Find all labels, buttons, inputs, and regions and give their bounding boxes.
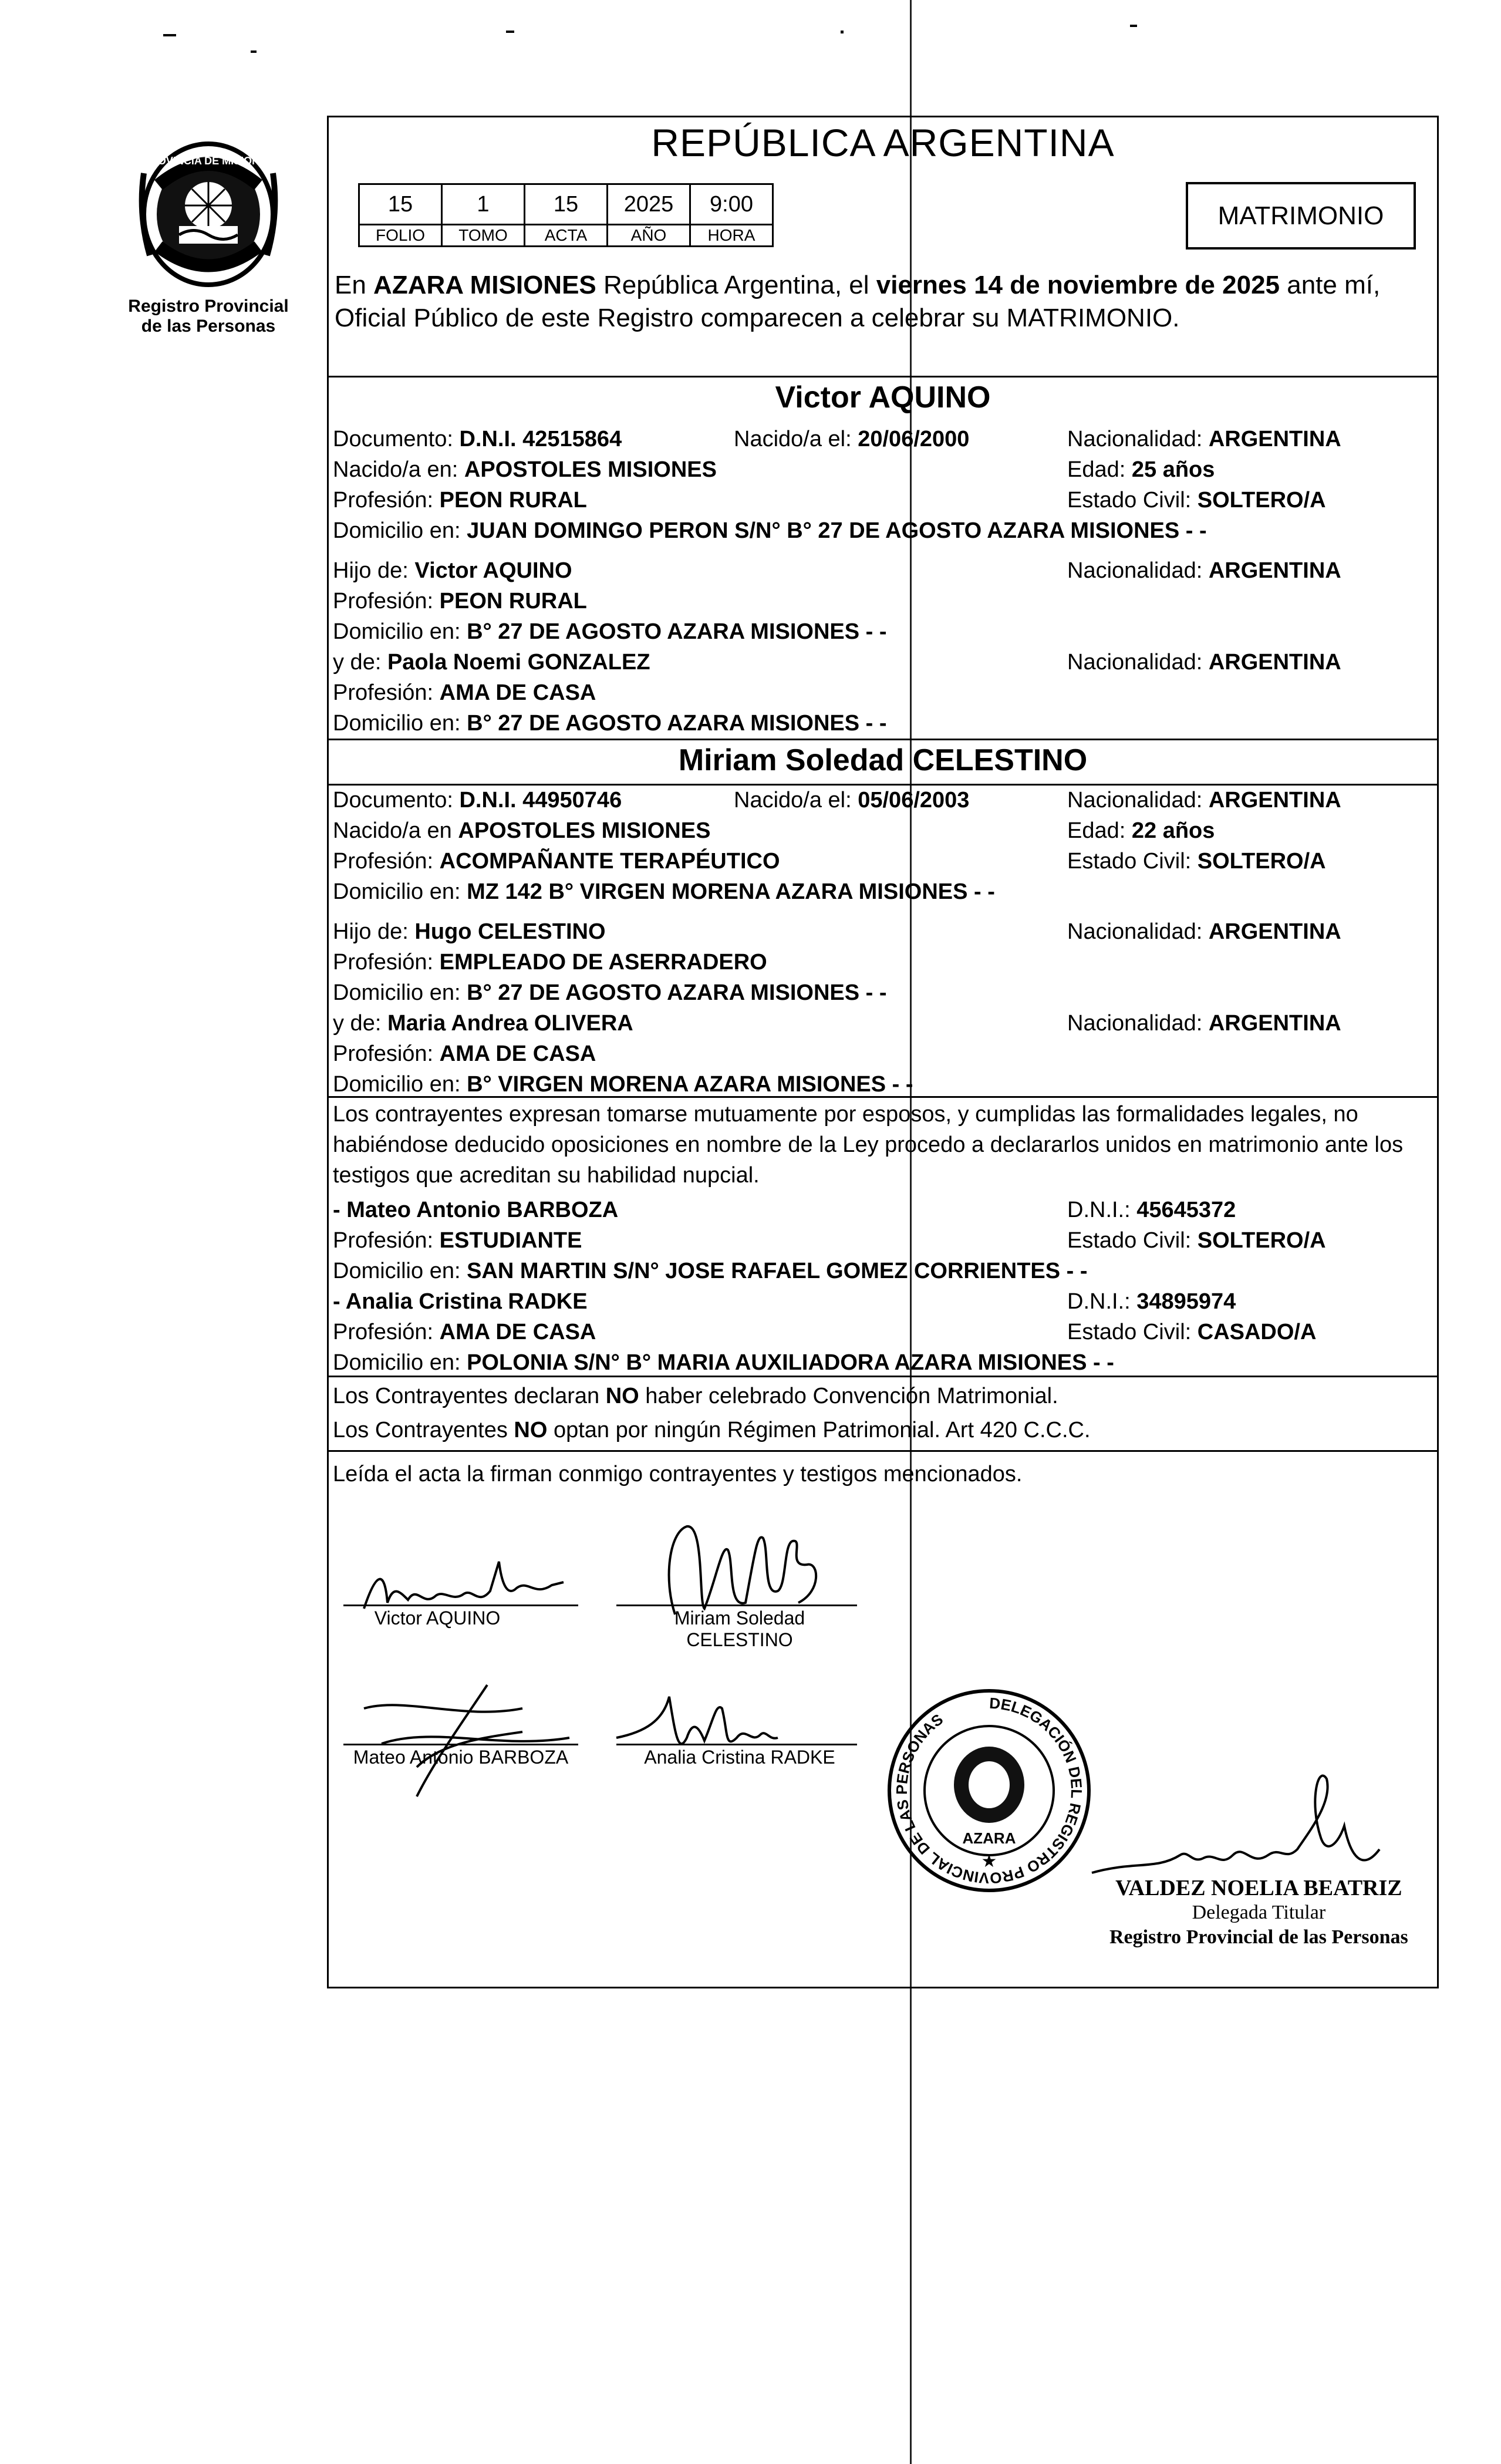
field-label: Profesión:	[333, 589, 440, 614]
record-table	[358, 183, 774, 247]
field-label: Documento:	[333, 788, 460, 813]
field-value: B° VIRGEN MORENA AZARA MISIONES - -	[467, 1072, 913, 1097]
field-value: B° 27 DE AGOSTO AZARA MISIONES - -	[467, 619, 887, 644]
regime-text: haber celebrado Convención Matrimonial.	[639, 1384, 1058, 1408]
bride-father-address	[333, 979, 887, 1006]
bride-signature-label-2: CELESTINO	[686, 1629, 793, 1650]
field-value: 45645372	[1136, 1198, 1236, 1222]
bride-birthplace	[333, 817, 710, 844]
ano-value: 2025	[608, 184, 690, 225]
field-label: Nacionalidad:	[1067, 558, 1209, 583]
field-label: Profesión:	[333, 1041, 440, 1066]
field-value: 25 años	[1131, 457, 1215, 482]
official-office: Registro Provincial de las Personas	[1109, 1926, 1408, 1948]
witness2-signature-line	[616, 1744, 857, 1745]
groom-document	[333, 426, 622, 453]
field-label: Edad:	[1067, 818, 1132, 843]
hora-label: HORA	[690, 225, 773, 247]
act-type-box: MATRIMONIO	[1186, 182, 1416, 250]
field-label: Profesión:	[333, 1320, 440, 1344]
field-label: Profesión:	[333, 950, 440, 975]
field-value: ARGENTINA	[1208, 558, 1341, 583]
groom-father	[333, 557, 572, 584]
field-value: SAN MARTIN S/N° JOSE RAFAEL GOMEZ CORRIENTES - -	[467, 1259, 1088, 1283]
field-label: Profesión:	[333, 680, 440, 705]
witness2-address	[333, 1349, 1114, 1376]
field-value: SOLTERO/A	[1197, 849, 1326, 874]
acta-label: ACTA	[525, 225, 608, 247]
bride-document	[333, 787, 622, 814]
field-label: Domicilio en:	[333, 879, 467, 904]
bride-father-nationality	[1067, 918, 1341, 945]
bride-father	[333, 918, 606, 945]
groom-mother-nationality	[1067, 649, 1341, 676]
field-value: ARGENTINA	[1208, 788, 1341, 813]
stamp-city: AZARA	[962, 1829, 1016, 1847]
field-label: Domicilio en:	[333, 619, 467, 644]
field-label: Hijo de:	[333, 558, 415, 583]
field-value: PEON RURAL	[439, 488, 587, 513]
field-label: Hijo de:	[333, 919, 415, 944]
official-name: VALDEZ NOELIA BEATRIZ	[1115, 1876, 1402, 1900]
registry-label-line2: de las Personas	[141, 316, 276, 336]
groom-mother-address	[333, 710, 887, 737]
field-value: POLONIA S/N° B° MARIA AUXILIADORA AZARA MISIONES - -	[467, 1350, 1114, 1375]
folio-value: 15	[359, 184, 442, 225]
field-value: B° 27 DE AGOSTO AZARA MISIONES - -	[467, 980, 887, 1005]
witness1-name: - Mateo Antonio BARBOZA	[333, 1198, 619, 1222]
groom-address	[333, 517, 1207, 544]
field-label: Domicilio en:	[333, 1259, 467, 1283]
bride-profession	[333, 848, 780, 875]
province-seal-logo	[132, 138, 285, 291]
regime-patrimonial	[333, 1417, 1091, 1444]
witness1-civil-status	[1067, 1227, 1326, 1254]
field-value: AMA DE CASA	[439, 1320, 596, 1344]
official-stamp-text	[1109, 1876, 1408, 1950]
field-label: D.N.I.:	[1067, 1198, 1137, 1222]
groom-nationality	[1067, 426, 1341, 453]
divider-bride-name	[327, 784, 1439, 786]
field-label: Nacido/a en	[333, 818, 458, 843]
groom-father-address	[333, 618, 887, 645]
groom-civil-status	[1067, 487, 1326, 514]
bride-name: Miriam Soledad CELESTINO	[678, 743, 1088, 777]
intro-text-3: ante mí, Oficial Público de este Registro comparecen a celebrar su MATRIMONIO.	[335, 271, 1381, 332]
field-value: Paola Noemi GONZALEZ	[387, 650, 650, 675]
stamp-ring-text-path: DELEGACIÓN DEL REGISTRO PROVINCIAL DE LAS PERSONAS	[892, 1694, 1086, 1887]
field-value: APOSTOLES MISIONES	[458, 818, 711, 843]
scan-speck	[506, 31, 514, 33]
bride-mother-nationality	[1067, 1010, 1341, 1037]
intro-paragraph	[335, 269, 1435, 335]
groom-mother-profession	[333, 679, 596, 706]
witness1-signature-label: Mateo Antonio BARBOZA	[353, 1747, 569, 1768]
field-value: 20/06/2000	[858, 427, 970, 451]
field-label: Estado Civil:	[1067, 849, 1198, 874]
field-value: SOLTERO/A	[1197, 1228, 1326, 1253]
field-value: 05/06/2003	[858, 788, 970, 813]
hora-value: 9:00	[690, 184, 773, 225]
bride-age	[1067, 817, 1215, 844]
field-value: ARGENTINA	[1208, 919, 1341, 944]
scan-speck	[251, 50, 257, 53]
field-value: Hugo CELESTINO	[414, 919, 606, 944]
witness1-address	[333, 1258, 1088, 1285]
field-label: Nacionalidad:	[1067, 919, 1209, 944]
witness2-dni	[1067, 1288, 1236, 1315]
declaration-paragraph: Los contrayentes expresan tomarse mutuamente por esposos, y cumplidas las formalidades legales, no habiéndose deducido oposiciones en nombre de la Ley procedo a declararlos unidos en matrimonio ante los testigos que acreditan su habilidad nupcial.	[333, 1102, 1404, 1188]
field-value: AMA DE CASA	[439, 680, 596, 705]
field-value: ARGENTINA	[1208, 427, 1341, 451]
field-label: Domicilio en:	[333, 1350, 467, 1375]
field-label: D.N.I.:	[1067, 1289, 1137, 1314]
field-value: SOLTERO/A	[1197, 488, 1326, 513]
bride-nationality	[1067, 787, 1341, 814]
scan-speck	[1130, 25, 1137, 27]
groom-father-profession	[333, 588, 587, 615]
field-value: 22 años	[1131, 818, 1215, 843]
field-label: Profesión:	[333, 849, 440, 874]
bride-signature-label	[622, 1607, 857, 1651]
regime-no: NO	[605, 1384, 639, 1408]
intro-place: AZARA MISIONES	[373, 271, 596, 299]
field-label: y de:	[333, 650, 387, 675]
field-value: EMPLEADO DE ASERRADERO	[439, 950, 767, 975]
bride-address	[333, 878, 995, 905]
bride-mother-profession	[333, 1040, 596, 1067]
groom-birthplace	[333, 456, 717, 483]
witness1-dni	[1067, 1196, 1236, 1223]
divider-after-regime	[327, 1450, 1439, 1452]
field-label: Estado Civil:	[1067, 1228, 1198, 1253]
divider-after-intro	[327, 376, 1439, 377]
field-value: ARGENTINA	[1208, 650, 1341, 675]
witness1-signature	[346, 1673, 581, 1802]
groom-birthdate	[734, 426, 969, 453]
tomo-label: TOMO	[442, 225, 525, 247]
regime-no: NO	[514, 1418, 548, 1442]
field-label: Domicilio en:	[333, 980, 467, 1005]
bride-mother	[333, 1010, 633, 1037]
field-value: ARGENTINA	[1208, 1011, 1341, 1036]
star-icon: ★	[981, 1852, 997, 1871]
bride-father-profession	[333, 949, 767, 976]
page-title: REPÚBLICA ARGENTINA	[651, 121, 1115, 164]
field-label: Edad:	[1067, 457, 1132, 482]
field-label: Domicilio en:	[333, 1072, 467, 1097]
witness2-profession	[333, 1319, 596, 1346]
field-value: D.N.I. 42515864	[459, 427, 622, 451]
field-value: ESTUDIANTE	[439, 1228, 582, 1253]
closing-statement: Leída el acta la firman conmigo contrayentes y testigos mencionados.	[333, 1462, 1023, 1487]
field-label: Estado Civil:	[1067, 488, 1198, 513]
witness1-signature-line	[343, 1744, 578, 1745]
field-label: Nacido/a el:	[734, 427, 858, 451]
groom-name: Victor AQUINO	[775, 380, 991, 414]
field-label: Nacionalidad:	[1067, 1011, 1209, 1036]
registry-stamp	[883, 1685, 1095, 1896]
bride-mother-address	[333, 1071, 913, 1098]
intro-date: viernes 14 de noviembre de 2025	[876, 271, 1280, 299]
tomo-value: 1	[442, 184, 525, 225]
regime-text: Los Contrayentes	[333, 1418, 514, 1442]
acta-value: 15	[525, 184, 608, 225]
field-value: PEON RURAL	[439, 589, 587, 614]
field-label: Estado Civil:	[1067, 1320, 1198, 1344]
groom-father-nationality	[1067, 557, 1341, 584]
groom-signature-label: Victor AQUINO	[374, 1607, 501, 1629]
field-value: APOSTOLES MISIONES	[464, 457, 717, 482]
official-role: Delegada Titular	[1192, 1902, 1326, 1923]
bride-birthdate	[734, 787, 969, 814]
field-value: Maria Andrea OLIVERA	[387, 1011, 633, 1036]
field-value: 34895974	[1136, 1289, 1236, 1314]
regime-text: Los Contrayentes declaran	[333, 1384, 606, 1408]
field-value: CASADO/A	[1197, 1320, 1317, 1344]
field-value: ACOMPAÑANTE TERAPÉUTICO	[439, 849, 780, 874]
registry-label-line1: Registro Provincial	[128, 296, 289, 316]
seal-lettering: PROVINCIA DE MISIONES	[143, 155, 274, 167]
witness2-name: - Analia Cristina RADKE	[333, 1289, 588, 1314]
divider-after-groom	[327, 739, 1439, 740]
field-label: Nacionalidad:	[1067, 650, 1209, 675]
bride-civil-status	[1067, 848, 1326, 875]
folio-label: FOLIO	[359, 225, 442, 247]
field-label: Domicilio en:	[333, 518, 467, 543]
field-value: AMA DE CASA	[439, 1041, 596, 1066]
field-label: Domicilio en:	[333, 711, 467, 736]
bride-signature-line	[616, 1605, 857, 1606]
field-value: B° 27 DE AGOSTO AZARA MISIONES - -	[467, 711, 887, 736]
field-label: Profesión:	[333, 488, 440, 513]
groom-profession	[333, 487, 587, 514]
scan-speck	[841, 31, 844, 33]
intro-text-1: En	[335, 271, 374, 299]
ano-label: AÑO	[608, 225, 690, 247]
registry-label	[117, 296, 299, 336]
field-value: JUAN DOMINGO PERON S/N° B° 27 DE AGOSTO AZARA MISIONES - -	[467, 518, 1207, 543]
groom-signature-line	[343, 1605, 578, 1606]
field-label: Nacido/a el:	[734, 788, 858, 813]
regime-convention	[333, 1383, 1058, 1410]
field-label: Nacido/a en:	[333, 457, 464, 482]
field-label: Documento:	[333, 427, 460, 451]
witness1-profession	[333, 1227, 582, 1254]
witness2-civil-status	[1067, 1319, 1316, 1346]
groom-mother	[333, 649, 650, 676]
regime-text: optan por ningún Régimen Patrimonial. Art 420 C.C.C.	[547, 1418, 1091, 1442]
bride-signature-label-1: Miriam Soledad	[674, 1607, 805, 1629]
groom-age	[1067, 456, 1215, 483]
field-label: Profesión:	[333, 1228, 440, 1253]
field-label: Nacionalidad:	[1067, 788, 1209, 813]
field-label: y de:	[333, 1011, 387, 1036]
witness2-signature-label: Analia Cristina RADKE	[644, 1747, 835, 1768]
scan-speck	[163, 34, 176, 36]
field-value: Victor AQUINO	[414, 558, 572, 583]
field-value: MZ 142 B° VIRGEN MORENA AZARA MISIONES - -	[467, 879, 995, 904]
field-label: Nacionalidad:	[1067, 427, 1209, 451]
field-value: D.N.I. 44950746	[459, 788, 622, 813]
intro-text-2: República Argentina, el	[596, 271, 876, 299]
